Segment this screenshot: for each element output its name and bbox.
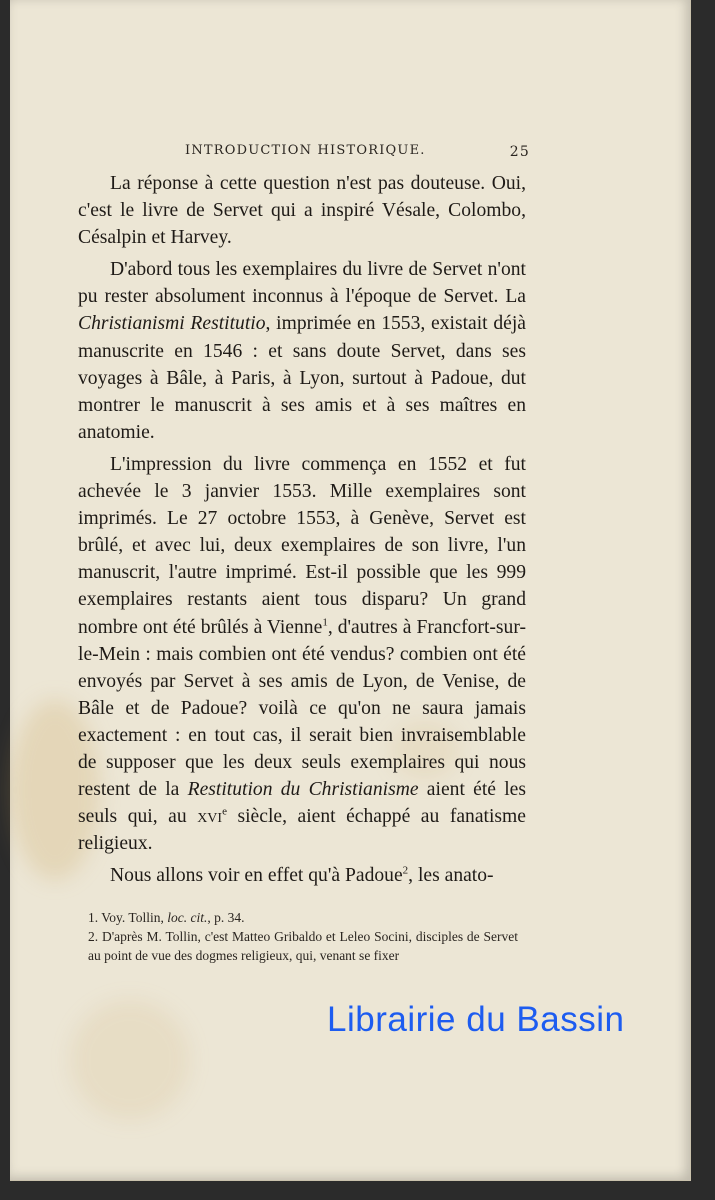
footnote-2 <box>88 927 518 965</box>
paragraph-text: La réponse à cette question n'est pas douteuse. Oui, c'est le livre de Servet qui a inspiré Vésale, Colombo, Césalpin et Harvey. <box>78 173 526 249</box>
footnote-text: 1. Voy. Tollin, <box>88 910 168 925</box>
paragraph-text: , imprimée en 1553, existait déjà manuscrite en 1546 : et sans doute Servet, dans ses voyages à Bâle, à Paris, à Lyon, surtout à Padoue, dut montrer le manuscrit à ses amis et à ses maîtres en anatomie. <box>78 313 526 443</box>
century-suffix: e <box>222 805 227 818</box>
paragraph-3 <box>78 451 526 857</box>
footnote-text: 2. D'après M. Tollin, c'est Matteo Gribaldo et Leleo Socini, disciples de Servet au point de vue des dogmes religieux, qui, venant se fixer <box>88 929 518 963</box>
page-number: 25 <box>509 144 530 160</box>
footnotes <box>88 908 518 965</box>
book-title-italic: Christianismi Restitutio <box>78 313 266 335</box>
paragraph-text: L'impression du livre commença en 1552 et fut achevée le 3 janvier 1553. Mille exemplaires sont imprimés. Le 27 octobre 1553, à Genève, Servet est brûlé, et avec lui, deux exemplaires de son livre, l'un manuscrit, l'autre imprimé. Est-il possible que les 999 exemplaires restants aient tous disparu? Un grand nombre ont été brûlés à Vienne <box>78 453 526 638</box>
footnote-ref: 2 <box>402 864 409 877</box>
running-header <box>175 143 530 163</box>
body-text <box>78 170 526 894</box>
footnote-text: , p. 34. <box>207 910 245 925</box>
watermark: Librairie du Bassin <box>327 1000 625 1039</box>
paragraph-1 <box>78 170 526 251</box>
paragraph-text: , les anato- <box>408 865 494 887</box>
book-title-italic: Restitution du Christianisme <box>187 779 419 801</box>
paragraph-text: Nous allons voir en effet qu'à Padoue <box>110 865 403 887</box>
paragraph-2 <box>78 256 526 446</box>
paragraph-text: D'abord tous les exemplaires du livre de Servet n'ont pu rester absolument inconnus à l'époque de Servet. La <box>78 259 526 308</box>
paragraph-text: siècle, aient échappé au fanatisme religieux. <box>78 806 526 855</box>
footnote-1 <box>88 908 518 927</box>
paragraph-text: , d'autres à Francfort-sur-le-Mein : mais combien ont été vendus? combien ont été envoyés par Servet à ses amis de Lyon, de Venise, de Bâle et de Padoue? voilà ce qu'on ne saura jamais exactement : en tout cas, il serait bien invraisemblable de supposer que les deux seuls exemplaires qui nous restent de la <box>78 616 526 801</box>
running-title: INTRODUCTION HISTORIQUE. <box>185 143 426 158</box>
century-numeral: xvi <box>197 806 223 828</box>
footnote-italic: loc. cit. <box>167 910 208 925</box>
footnote-ref: 1 <box>322 615 328 628</box>
paragraph-4 <box>78 862 526 889</box>
paper-stain <box>70 1000 190 1120</box>
paragraph-text: aient été les seuls qui, au <box>78 779 526 828</box>
